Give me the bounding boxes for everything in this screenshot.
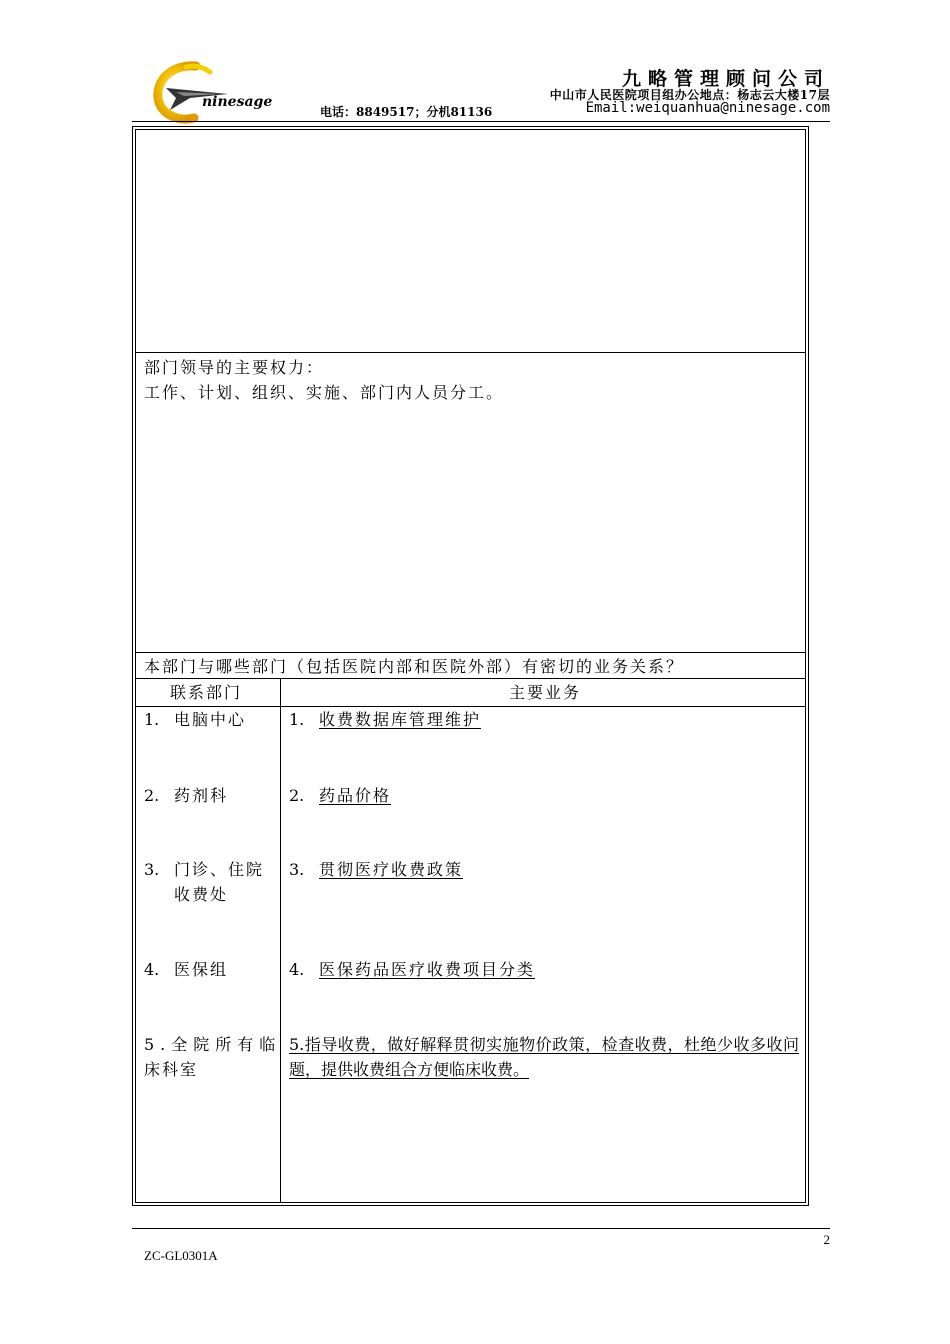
table-divider [135, 652, 806, 653]
table-row-dept [144, 957, 228, 982]
dept-name: 门诊、住院 [174, 860, 265, 879]
table-row-dept [144, 783, 228, 808]
footer-divider [132, 1228, 830, 1229]
column-header-business: 主要业务 [509, 683, 582, 702]
dept-name: 电脑中心 [174, 710, 247, 729]
table-row-business [289, 783, 391, 808]
logo-wordmark: ninesage [202, 94, 273, 110]
row-number: 2. [144, 786, 160, 805]
column-divider [280, 678, 281, 1203]
table-row-business [289, 857, 463, 882]
row-number: 3. [144, 860, 160, 879]
row-number: 1. [289, 710, 305, 729]
powers-heading: 部门领导的主要权力： [144, 358, 325, 377]
business-text: 5.指导收费，做好解释贯彻实施物价政策，检查收费，杜绝少收多收问题，提供收费组合方便临床收费。 [289, 1035, 799, 1079]
dept-name: 药剂科 [174, 786, 229, 805]
row-number: 3. [289, 860, 305, 879]
table-row-dept [144, 1032, 281, 1082]
table-divider [135, 352, 806, 353]
table-row-business [289, 957, 535, 982]
business-text: 收费数据库管理维护 [319, 710, 482, 729]
page-number: 2 [823, 1232, 830, 1247]
relations-question: 本部门与哪些部门（包括医院内部和医院外部）有密切的业务关系？ [144, 657, 685, 676]
table-row-business [289, 707, 481, 732]
powers-content: 工作、计划、组织、实施、部门内人员分工。 [144, 383, 505, 402]
dept-name-line2: 床科室 [144, 1060, 199, 1079]
row-number: 1. [144, 710, 160, 729]
dept-name-line2: 收费处 [174, 885, 229, 904]
company-name: 九略管理顾问公司 [621, 68, 830, 90]
company-email: Email:weiquanhua@ninesage.com [585, 100, 830, 116]
business-text: 医保药品医疗收费项目分类 [319, 960, 536, 979]
table-row-dept [144, 707, 246, 732]
row-number: 4. [289, 960, 305, 979]
header-divider [132, 121, 830, 122]
company-address: 中山市人民医院项目组办公地点：杨志云大楼17层 [549, 88, 830, 102]
row-number: 4. [144, 960, 160, 979]
row-number: 2. [289, 786, 305, 805]
dept-name: 医保组 [174, 960, 229, 979]
company-phone: 电话：8849517；分机81136 [320, 105, 493, 119]
column-header-dept: 联系部门 [170, 683, 243, 702]
dept-name: 5.全院所有临 [144, 1035, 282, 1054]
document-code: ZC-GL0301A [144, 1248, 218, 1263]
table-row-dept [144, 857, 264, 907]
business-text: 贯彻医疗收费政策 [319, 860, 464, 879]
business-text: 药品价格 [319, 786, 392, 805]
